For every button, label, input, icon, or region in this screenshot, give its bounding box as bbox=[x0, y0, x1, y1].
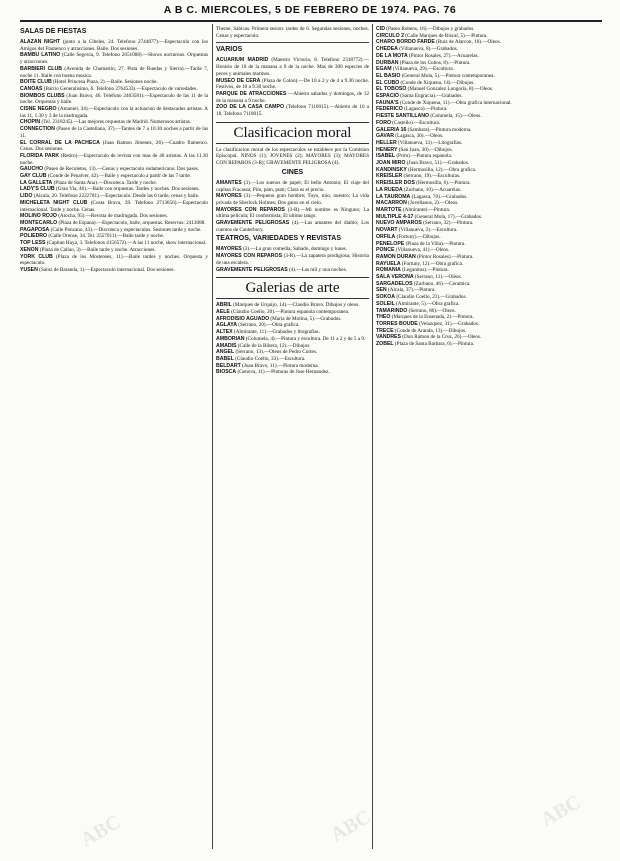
entry-title: EGAM bbox=[376, 66, 392, 73]
list-item bbox=[376, 321, 602, 328]
list-item bbox=[376, 341, 602, 348]
entry-title: TORRES BOUDE bbox=[376, 320, 418, 327]
list-item bbox=[376, 301, 602, 308]
entry-title: AGLAYA bbox=[216, 322, 237, 329]
galerias-list bbox=[216, 302, 369, 376]
list-item bbox=[216, 309, 369, 316]
entry-body: (Columela, 15).—Oleos. bbox=[430, 113, 482, 120]
entry-body: (Hotel Princesa Plaza, 2).—Baile. Sesiones noche. bbox=[53, 79, 158, 86]
entry-title: MAYORES bbox=[216, 193, 242, 200]
galerias-continued-list bbox=[376, 26, 602, 348]
list-item bbox=[376, 93, 602, 100]
list-item bbox=[20, 140, 208, 153]
entry-body: (Genova, 11).—Pinturas de Jose Hernandez. bbox=[237, 369, 330, 376]
entry-title: SOKOA bbox=[376, 294, 396, 301]
entry-body: (Costa Brava, 39. Telefono 2713656).—Espectaculo internacional. Tarde y noche. Cenas. bbox=[20, 199, 208, 213]
entry-title: NOVART bbox=[376, 227, 398, 234]
list-item bbox=[376, 200, 602, 207]
moral-intro: La clasificacion moral de los espectaculos se establece por la Comision Episcopal. NINOS (1); JOVENES (2); MAYORES (3); MAYORES CON REPAROS (3-R); GRAVEMENTE PELIGROSA (4). bbox=[216, 146, 369, 167]
entry-title: TRECE bbox=[376, 327, 394, 334]
entry-title: HENERY bbox=[376, 146, 398, 153]
list-item bbox=[216, 356, 369, 363]
entry-body: (Lagasca).—Pintura. bbox=[404, 106, 448, 113]
list-item bbox=[216, 104, 369, 117]
list-item bbox=[376, 73, 602, 80]
list-item bbox=[20, 39, 208, 52]
entry-body: (Zurbano, 10).—Acuarelas. bbox=[403, 186, 462, 193]
column-divider bbox=[212, 24, 213, 849]
entry-body: (Almirante, 5).—Obra grafica. bbox=[396, 300, 460, 307]
list-item bbox=[20, 247, 208, 254]
entry-title: GAUCHO bbox=[20, 166, 44, 173]
entry-body: (Calle Marques de Riscal, 5).—Pintura. bbox=[405, 32, 488, 39]
column-middle bbox=[216, 26, 369, 849]
entry-title: PAGAPOSA bbox=[20, 226, 50, 233]
entry-body: (Tel. 2318245).—Las mejores orquestas de Madrid. Numerosos artistas. bbox=[41, 119, 192, 126]
entry-body: (Plaza de Callao, 3).—Baile tarde y noche. Atracciones. bbox=[39, 246, 156, 253]
entry-title: YUSEN bbox=[20, 266, 38, 273]
entry-title: TOP LESS bbox=[20, 240, 46, 247]
entry-title: PENELOPE bbox=[376, 240, 405, 247]
entry-body: (Lagasca, 70).—Grabados. bbox=[411, 193, 468, 200]
entry-title: GRAVEMENTE PELIGROSAS bbox=[216, 220, 290, 227]
entry-title: SARGADELOS bbox=[376, 280, 413, 287]
entry-title: AFRODISIO AGUADO bbox=[216, 315, 270, 322]
entry-title: ALTEX bbox=[216, 329, 233, 336]
entry-body: (Don Ramon de la Cruz, 26).—Oleos. bbox=[402, 334, 482, 341]
entry-title: BAMBU LATINO bbox=[20, 52, 61, 59]
entry-title: AMBORIAN bbox=[216, 335, 245, 342]
entry-body: (3).—Los suenos de papel; El bello Antonio; El viaje del capitan Fracassa; Pim, pam, pum; Clara es el precio. bbox=[216, 179, 369, 193]
list-item bbox=[376, 120, 602, 127]
entry-title: BELDART bbox=[216, 362, 241, 369]
entry-body: (Barrio Generalisimo, 6. Telefono 2764533).—Espectaculo de variedades. bbox=[43, 85, 198, 92]
entry-title: HELLER bbox=[376, 139, 397, 146]
list-item bbox=[20, 200, 208, 213]
entry-body: (Conde de Xiquena, 14).—Dibujos. bbox=[400, 79, 475, 86]
entry-body: (Villanueva, 41).—Oleos. bbox=[395, 247, 450, 254]
column-divider bbox=[372, 24, 373, 849]
entry-body: —Abierto sabados y domingos, de 12 de la manana a 9 noche. bbox=[216, 90, 369, 104]
entry-title: CHEDEA bbox=[376, 46, 398, 53]
entry-title: FLORIDA PARK bbox=[20, 152, 60, 159]
entry-title: BOITE CLUB bbox=[20, 79, 52, 86]
entry-body: (Plaza de Colon).—De 10 a 2 y de 4 a 9.30 noche. Festivos, de 10 a 9.30 noche. bbox=[216, 77, 369, 91]
section-title-cines: CINES bbox=[281, 168, 304, 176]
entry-body: (Juan Ramon Jimenez, 26).—Cuadro flamenco. Cenas. Dos sesiones. bbox=[20, 139, 208, 153]
list-item bbox=[20, 193, 208, 200]
entry-body: (Juan Bravo, 51).—Grabados. bbox=[406, 160, 470, 167]
entry-title: VANDRES bbox=[376, 334, 401, 341]
entry-body: (Ruiz de Alarcon, 10).—Oleos. bbox=[436, 39, 501, 46]
list-item bbox=[376, 267, 602, 274]
entry-body: (General Mola, 17).—Grabados. bbox=[414, 213, 483, 220]
column-galerias-continued bbox=[376, 26, 602, 849]
list-item bbox=[20, 86, 208, 93]
entry-body: (Lagasca, 30).—Oleos. bbox=[395, 133, 444, 140]
entry-title: BIOMBOS CLUBS bbox=[20, 92, 65, 99]
entry-title: BIOSCA bbox=[216, 369, 237, 376]
list-item bbox=[216, 91, 369, 104]
entry-body: (Retiro).—Espectaculo de revista con mas de 40 artistas. A las 11.30 noche. bbox=[20, 152, 208, 166]
entry-title: PONCE bbox=[376, 247, 395, 254]
list-item bbox=[20, 106, 208, 119]
intro-text: Theme, Sabicas. Primera sesion: tardes de 6. Segundas sesiones, noches. Cenas y espectaculo. bbox=[216, 26, 369, 39]
entry-title: CIRCULO 2 bbox=[376, 32, 404, 39]
section-title-varios: VARIOS bbox=[216, 46, 243, 54]
list-item bbox=[216, 336, 369, 343]
entry-title: MARTOTE bbox=[376, 206, 402, 213]
entry-body: (Hermosilla, 6).—Pintura. bbox=[416, 180, 471, 187]
list-item bbox=[376, 294, 602, 301]
entry-body: (Gran Via, 46).—Baile con orquestas. Tardes y noches. Dos sesiones. bbox=[55, 186, 200, 193]
entry-body: (Villanueva, 13).—Litografias. bbox=[398, 139, 463, 146]
column-salas-de-fiestas bbox=[20, 26, 208, 849]
entry-body: (3).—La gran comedia; Sabado, domingo y lunes. bbox=[243, 246, 347, 253]
list-item bbox=[20, 66, 208, 79]
entry-body: (Plaza de Espana).—Espectaculo, baile, orquestas. Reservas: 2413088. bbox=[58, 219, 206, 226]
list-item bbox=[376, 46, 602, 53]
entry-title: EL CORRAL DE LA PACHECA bbox=[20, 139, 100, 146]
list-item bbox=[376, 26, 602, 33]
watermark: ABC bbox=[77, 810, 125, 852]
entry-title: CANOAS bbox=[20, 85, 43, 92]
entry-title: MACARRON bbox=[376, 200, 407, 207]
entry-body: (4).—Las amantes del diablo; Los cuentos de Canterbury. bbox=[216, 220, 369, 233]
entry-body: (Plaza de la Villa).—Pintura. bbox=[405, 240, 466, 247]
watermark: ABC bbox=[537, 790, 585, 832]
entry-title: NUEVO AMPAROS bbox=[376, 220, 422, 227]
entry-title: ESPACIO bbox=[376, 93, 399, 100]
list-item bbox=[376, 247, 602, 254]
entry-title: JOAN MIRO bbox=[376, 160, 406, 167]
entry-body: (Prim).—Pintura espanola. bbox=[396, 153, 453, 160]
entry-title: THEO bbox=[376, 314, 391, 321]
list-item bbox=[376, 113, 602, 120]
entry-body: (Conde de Xiquena, 11).—Obra grafica internacional. bbox=[399, 99, 512, 106]
entry-body: (Castello).—Escultura. bbox=[392, 119, 441, 126]
entry-title: GRAVEMENTE PELIGROSAS bbox=[216, 266, 288, 273]
entry-title: MUSEO DE CERA bbox=[216, 77, 261, 84]
list-item bbox=[216, 302, 369, 309]
entry-title: GAVAR bbox=[376, 133, 394, 140]
entry-title: ORFILA bbox=[376, 233, 396, 240]
list-item bbox=[216, 180, 369, 193]
entry-title: ACUARIUM MADRID bbox=[216, 57, 269, 64]
entry-title: ALAZAN NIGHT bbox=[20, 39, 61, 45]
entry-title: ROMANIA bbox=[376, 267, 401, 274]
entry-body: (Avenida de Chamartin, 27. Pista de Ruedas y Sierra).—Tarde 7, noche 11. Baile con buena musica. bbox=[20, 65, 208, 79]
entry-title: POLIEDRO bbox=[20, 233, 48, 240]
entry-body: (Conde de Aranda, 13).—Dibujos. bbox=[394, 327, 467, 334]
entry-title: ZOBEL bbox=[376, 341, 394, 348]
header-rule bbox=[20, 20, 602, 22]
entry-body: (Calle de la Ribera, 12).—Dibujos. bbox=[237, 342, 311, 349]
entry-title: CONNECTION bbox=[20, 126, 55, 133]
entry-body: (Zurbano, 46).—Ceramica. bbox=[413, 280, 471, 287]
entry-body: (Serrano, 13).—Oleos de Pedro Cortes. bbox=[235, 349, 318, 356]
entry-title: KANDINSKY bbox=[376, 166, 407, 173]
entry-title: ABRIL bbox=[216, 302, 232, 309]
entry-title: DURBAN bbox=[376, 59, 399, 66]
entry-body: (Serrano, 11).—Oleos. bbox=[414, 274, 462, 281]
entry-title: MOLINO ROJO bbox=[20, 213, 57, 220]
list-item bbox=[216, 193, 369, 206]
entry-title: CID bbox=[376, 26, 385, 32]
entry-body: (Leganitos).—Pintura. bbox=[402, 267, 449, 274]
entry-body: (Plaza de Santa Barbara, 6).—Pintura. bbox=[394, 341, 475, 348]
list-item bbox=[216, 207, 369, 220]
entry-body: (Marques de la Ensenada, 2).—Pintura. bbox=[391, 314, 474, 321]
galerias-title: Galerias de arte bbox=[216, 277, 369, 299]
entry-body: (junto a la Cibeles, 24. Telefono 2744877).—Espectaculo con los Amigos del Flamenco y atracciones. Baile. Dos sesiones. bbox=[20, 39, 208, 52]
entry-body: (General Mola, 5).—Pintura contemporanea. bbox=[401, 72, 495, 79]
entry-body: (Fortuny).—Dibujos. bbox=[396, 233, 441, 240]
entry-title: DE LA MOTA bbox=[376, 52, 408, 59]
entry-body: (Claudio Coello, 33).—Escultura. bbox=[235, 355, 306, 362]
list-item bbox=[216, 220, 369, 233]
entry-title: LA TAUROMA bbox=[376, 193, 411, 200]
entry-body: (Maestro Victoria, 8. Telefono 2318772).—Horario de 10 de la manana a 9 de la noche. Mas de 300 especies de peces y animales marinos. bbox=[216, 57, 369, 77]
entry-title: EL BASIO bbox=[376, 72, 401, 79]
entry-title: MULTIPLE 4-17 bbox=[376, 213, 414, 220]
cines-list bbox=[216, 180, 369, 234]
entry-body: (Claudio Coello, 20).—Pintura espanola contemporanea. bbox=[231, 308, 350, 315]
entry-body: (Maria de Molina, 5).—Grabados. bbox=[270, 315, 342, 322]
entry-body: (Velazquez, 31).—Grabados. bbox=[419, 320, 480, 327]
entry-body: (Sambara).—Pintura moderna. bbox=[407, 126, 472, 133]
entry-body: (Santa Engracia).—Grabados. bbox=[400, 93, 463, 100]
list-item bbox=[20, 52, 208, 65]
entry-body: (Serrano, 86).—Oleos. bbox=[408, 307, 456, 314]
entry-body: (Marques de Urquijo, 14).—Claudio Bravo. Dibujos y oleos. bbox=[233, 302, 360, 309]
entry-title: MAYORES CON REPAROS bbox=[216, 206, 285, 213]
entry-body: (Villanueva, 29).—Escultura. bbox=[392, 66, 454, 73]
list-item bbox=[216, 329, 369, 336]
entry-title: TAMARINDO bbox=[376, 307, 408, 314]
entry-title: XENON bbox=[20, 246, 39, 253]
entry-body: (Juan Bravo, 11).—Pintura moderna. bbox=[242, 362, 319, 369]
entry-body: (Atocha, 95).—Revista de madrugada. Dos sesiones. bbox=[58, 213, 168, 220]
entry-body: (Villanueva, 8).—Grabados. bbox=[399, 46, 458, 53]
entry-body: (Serrano, 32).—Pintura. bbox=[423, 220, 474, 227]
section-title-salas: SALAS DE FIESTAS bbox=[20, 28, 87, 35]
entry-body: (Amaniel, 34).—Espectaculo con la actuacion de destacados artistas. A las 11, 1.30 y 3 de la madrugada. bbox=[20, 106, 208, 119]
entry-body: (Manuel Gonzalez Longoria, 8).—Oleos. bbox=[407, 86, 494, 93]
entry-body: (Columela, 4).—Pintura y escultura. De 11 a 2 y de 5 a 9. bbox=[245, 335, 366, 342]
teatros-list bbox=[216, 246, 369, 273]
entry-title: GALERIA 16 bbox=[376, 126, 407, 133]
entry-title: RAMON DURAN bbox=[376, 253, 416, 260]
list-item bbox=[20, 79, 208, 86]
entry-title: AMANTES bbox=[216, 179, 242, 186]
entry-title: ZOO DE LA CASA CAMPO bbox=[216, 104, 284, 111]
entry-body: (Jovellanos, 2).—Oleos. bbox=[408, 200, 459, 207]
entry-body: (Almirante, 11).—Grabados y litografias. bbox=[233, 329, 320, 336]
list-item bbox=[20, 153, 208, 166]
entry-title: LIDO bbox=[20, 193, 33, 200]
entry-body: (Almirante).—Pintura. bbox=[402, 206, 451, 213]
list-item bbox=[376, 180, 602, 187]
varios-list bbox=[216, 57, 369, 117]
list-item bbox=[216, 57, 369, 77]
entry-body: (3).—Pequeno gran hombre; Tuyo, mio, nuestro; La vida privada de Sherlock Holmes; Dos gatos en el cielo. bbox=[216, 193, 369, 206]
list-item bbox=[20, 254, 208, 267]
entry-title: SALA VERONA bbox=[376, 274, 414, 281]
entry-title: SEN bbox=[376, 287, 387, 294]
entry-body: (Alcala, 20. Telefono 2222781).—Espectaculo. Desde las 6 tarde, cenas y baile. bbox=[33, 193, 200, 200]
entry-title: SOLEIL bbox=[376, 300, 395, 307]
entry-body: (Paseo Rubens, 16).—Dibujos y grabados. bbox=[386, 26, 475, 32]
entry-body: (Capitan Haya, 3. Telefonos 4156572).—A las 11 noche, show internacional. bbox=[46, 240, 207, 247]
entry-body: (Plaza de Santa Ana).—Discoteca. Tarde y noche. bbox=[53, 179, 157, 186]
list-item bbox=[20, 173, 208, 180]
entry-body: (Telefono 7110015).—Abierto de 10 a 18. Telefono 7110015. bbox=[216, 104, 369, 118]
watermark: ABC bbox=[327, 805, 375, 847]
entry-body: (3-R).—Mi nombre es Ninguno; La ultima pelicula; El conformista; El ultimo tango. bbox=[216, 206, 369, 220]
list-item bbox=[376, 53, 602, 60]
entry-title: LADY'S CLUB bbox=[20, 186, 55, 193]
list-item bbox=[216, 78, 369, 91]
entry-body: (Paseo de Recoletos, 13).—Cenas y espectaculo sudamericano. Dos pases. bbox=[44, 166, 200, 173]
entry-body: (Serrano, 19).—Esculturas. bbox=[403, 173, 461, 180]
entry-title: FAUNA'S bbox=[376, 99, 399, 106]
entry-title: LA GALLETA bbox=[20, 179, 53, 186]
entry-title: BARBIERI CLUB bbox=[20, 65, 62, 72]
entry-body: (Hermosilla, 12).—Obra grafica. bbox=[408, 166, 477, 173]
entry-title: PARQUE DE ATRACCIONES bbox=[216, 90, 287, 97]
section-title-teatros: TEATROS, VARIEDADES Y REVISTAS bbox=[216, 235, 341, 243]
list-item bbox=[20, 213, 208, 220]
entry-title: BABEL bbox=[216, 355, 234, 362]
entry-body: (Calle Orense, 34. Tel. 2557011).—Baile tarde y noche. bbox=[48, 233, 165, 240]
entry-body: (Sainz de Baranda, 1).—Espectaculo internacional. Dos sesiones. bbox=[39, 266, 175, 273]
entry-title: MAYORES CON REPAROS bbox=[216, 253, 283, 260]
entry-title: MICHELETA NIGHT CLUB bbox=[20, 199, 88, 206]
salas-list bbox=[20, 39, 208, 274]
entry-body: (4).—Las mil y una noches. bbox=[288, 266, 347, 273]
list-item bbox=[216, 267, 369, 274]
list-item bbox=[376, 187, 602, 194]
list-item bbox=[376, 227, 602, 234]
entry-body: (Calle Ponzano, 43).—Discoteca y espectaculos. Sesiones tarde y noche. bbox=[50, 226, 202, 233]
list-item bbox=[376, 207, 602, 214]
entry-title: KREISLER DOS bbox=[376, 180, 415, 187]
list-item bbox=[216, 349, 369, 356]
list-item bbox=[376, 274, 602, 281]
entry-body: (Conde de Penalver, 42).—Baile y espectaculo a partir de las 7 tarde. bbox=[47, 173, 192, 180]
page-header: A B C. MIERCOLES, 5 DE FEBRERO DE 1974. PAG. 76 bbox=[163, 4, 457, 16]
list-item bbox=[216, 253, 369, 266]
list-item bbox=[20, 267, 208, 274]
list-item bbox=[376, 133, 602, 140]
entry-title: GAY CLUB bbox=[20, 173, 47, 180]
entry-title: AMADIS bbox=[216, 342, 237, 349]
list-item bbox=[216, 369, 369, 376]
entry-title: FEDERICO bbox=[376, 106, 403, 113]
entry-body: (Pintor Rosales).—Pintura. bbox=[417, 253, 474, 260]
list-item bbox=[376, 254, 602, 261]
entry-title: RAYUELA bbox=[376, 260, 401, 267]
list-item bbox=[20, 126, 208, 139]
entry-title: AELE bbox=[216, 308, 230, 315]
entry-body: (Plaza de los Cubos, 8).—Pintura. bbox=[399, 59, 471, 66]
list-item bbox=[376, 140, 602, 147]
list-item bbox=[376, 314, 602, 321]
entry-title: FIESTE SANTILLANO bbox=[376, 113, 430, 120]
entry-body: (Paseo de la Castellana, 37).—Tardes de 7 a 10.30 noches a partir de las 11. bbox=[20, 126, 208, 139]
list-item bbox=[20, 240, 208, 247]
list-item bbox=[20, 93, 208, 106]
entry-title: FORO bbox=[376, 119, 391, 126]
entry-title: EL TOBOSO bbox=[376, 86, 407, 93]
entry-body: (Plaza de los Mostenses, 11).—Baile tardes y noches. Orquesta y espectaculo. bbox=[20, 253, 208, 267]
entry-body: (Claudio Coello, 21).—Grabados. bbox=[396, 294, 467, 301]
entry-title: YORK CLUB bbox=[20, 253, 53, 260]
entry-title: KREISLER bbox=[376, 173, 403, 180]
list-item bbox=[376, 66, 602, 73]
entry-title: CHARO BORDO FARDE bbox=[376, 39, 435, 46]
entry-title: ISABEL bbox=[376, 153, 396, 160]
list-item bbox=[20, 220, 208, 227]
entry-title: CHOPIN bbox=[20, 119, 41, 126]
divider bbox=[216, 42, 369, 43]
entry-title: MONTECARLO bbox=[20, 219, 58, 226]
list-item bbox=[376, 234, 602, 241]
entry-body: (3-R).—La zapatera prodigiosa; Historia de una escalera. bbox=[216, 253, 369, 266]
entry-body: (Fortuny, 12).—Obra grafica. bbox=[401, 260, 464, 267]
entry-body: (Alcala, 37).—Pintura. bbox=[387, 287, 436, 294]
moral-title: Clasificacion moral bbox=[216, 122, 369, 144]
entry-body: (San Juan, 30).—Dibujos. bbox=[398, 146, 453, 153]
entry-body: (Pintor Rosales, 27).—Acuarelas. bbox=[409, 52, 479, 59]
entry-title: CISNE NEGRO bbox=[20, 106, 57, 113]
entry-title: MAYORES bbox=[216, 246, 242, 253]
entry-title: EL CUBO bbox=[376, 79, 400, 86]
entry-body: (Juan Bravo, 46. Telefono 2403581).—Espectaculo de las 11 de la noche. Orquestas y baile. bbox=[20, 92, 208, 106]
entry-title: ANGEL bbox=[216, 349, 235, 356]
entry-body: (Villanueva, 3).—Escultura. bbox=[398, 227, 458, 234]
entry-body: (Calle Segovia, 9. Telefono 2651088).—Shows nocturnos. Orquestas y atracciones. bbox=[20, 52, 208, 66]
entry-title: LA RUEDA bbox=[376, 186, 403, 193]
list-item bbox=[376, 160, 602, 167]
entry-body: (Serrano, 20).—Obra grafica. bbox=[238, 322, 300, 329]
